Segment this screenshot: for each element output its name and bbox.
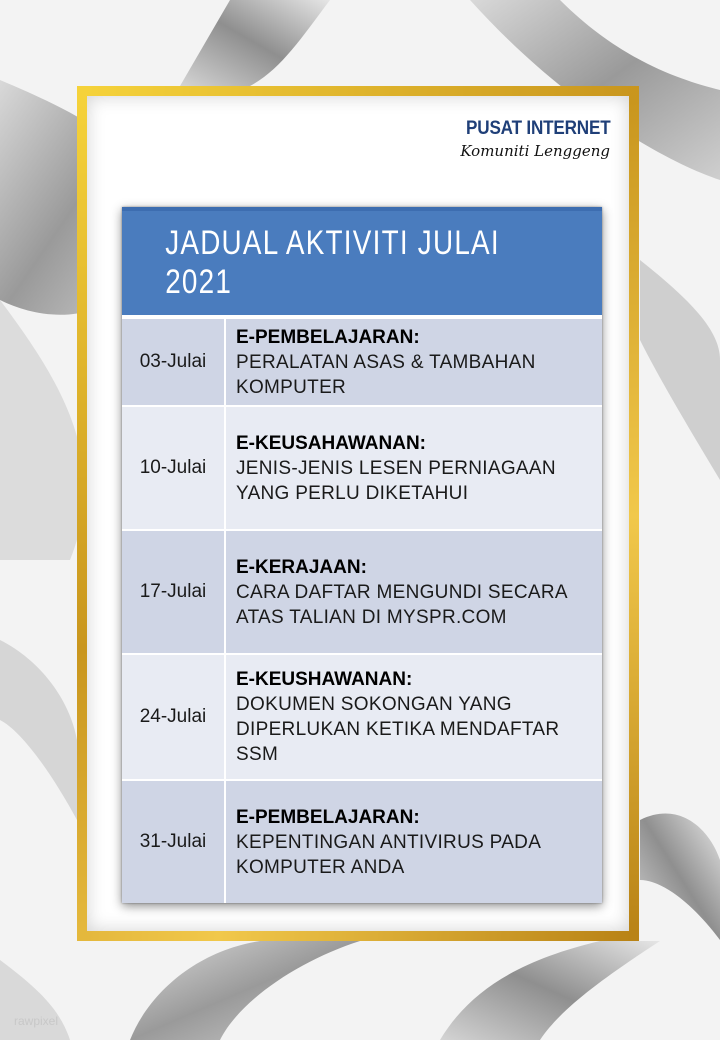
date-cell: 03-Julai	[122, 319, 226, 405]
logo	[450, 118, 610, 160]
activity-cell	[226, 407, 602, 529]
activity-cell	[226, 781, 602, 903]
activity-cell	[226, 531, 602, 653]
activity-title: E-KEUSAHAWANAN:	[236, 432, 426, 454]
date-cell: 17-Julai	[122, 531, 226, 653]
activity-desc-line: SSM	[236, 744, 279, 765]
activity-title: E-PEMBELAJARAN:	[236, 806, 420, 828]
schedule-table	[122, 207, 602, 903]
activity-title: E-KEUSHAWANAN:	[236, 669, 413, 690]
date-cell: 24-Julai	[122, 655, 226, 779]
page-title: JADUAL AKTIVITI JULAI 2021	[165, 224, 500, 301]
table-row	[122, 653, 602, 779]
logo-title: PUSAT INTERNET	[465, 118, 610, 139]
activity-desc-line: PERALATAN ASAS & TAMBAHAN	[236, 351, 536, 373]
activity-desc-line: DIPERLUKAN KETIKA MENDAFTAR	[236, 719, 560, 740]
logo-subtitle: Komuniti Lenggeng	[460, 142, 610, 160]
activity-desc-line: KOMPUTER ANDA	[236, 856, 405, 878]
watermark: rawpixel	[14, 1014, 59, 1028]
activity-desc-line: KEPENTINGAN ANTIVIRUS PADA	[236, 831, 542, 853]
date-cell: 10-Julai	[122, 407, 226, 529]
table-row	[122, 315, 602, 405]
table-header	[122, 207, 602, 315]
activity-desc-line: CARA DAFTAR MENGUNDI SECARA	[236, 581, 568, 603]
table-row	[122, 405, 602, 529]
activity-desc-line: DOKUMEN SOKONGAN YANG	[236, 694, 512, 715]
activity-desc-line: JENIS-JENIS LESEN PERNIAGAAN	[236, 457, 556, 479]
activity-desc-line: YANG PERLU DIKETAHUI	[236, 482, 469, 504]
date-cell: 31-Julai	[122, 781, 226, 903]
activity-desc-line: KOMPUTER	[236, 376, 347, 398]
activity-cell	[226, 319, 602, 405]
activity-title: E-KERAJAAN:	[236, 556, 367, 578]
table-row	[122, 529, 602, 653]
activity-desc-line: ATAS TALIAN DI MYSPR.COM	[236, 606, 507, 628]
table-row	[122, 779, 602, 903]
activity-cell	[226, 655, 602, 779]
activity-title: E-PEMBELAJARAN:	[236, 326, 420, 348]
